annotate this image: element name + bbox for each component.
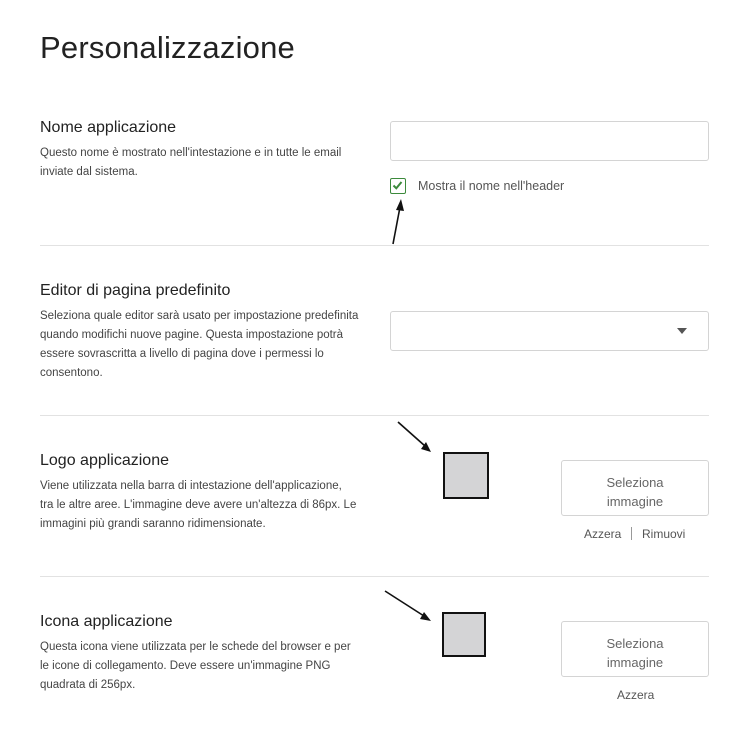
section-divider bbox=[40, 576, 709, 577]
app-name-input[interactable] bbox=[390, 121, 709, 161]
app-icon-reset-link[interactable]: Azzera bbox=[617, 688, 655, 702]
show-name-in-header-label[interactable]: Mostra il nome nell'header bbox=[418, 179, 565, 193]
section-divider bbox=[40, 245, 709, 246]
app-logo-title: Logo applicazione bbox=[40, 452, 169, 469]
default-editor-description: Seleziona quale editor sarà usato per impostazione predefinita quando modifichi nuove pagine. Questa impostazione potrà essere sovrascritta a livello di pagina dove i permessi lo consentono. bbox=[40, 310, 359, 379]
app-name-description: Questo nome è mostrato nell'intestazione e in tutte le email inviate dal sistema. bbox=[40, 147, 342, 178]
app-name-title: Nome applicazione bbox=[40, 119, 177, 136]
chevron-down-icon bbox=[677, 328, 687, 334]
show-name-in-header-checkbox[interactable] bbox=[390, 178, 406, 194]
app-logo-description: Viene utilizzata nella barra di intestazione dell'applicazione, tra le altre aree. L'immagine deve avere un'altezza di 86px. Le immagini più grandi saranno ridimensionate. bbox=[40, 480, 357, 530]
app-logo-preview bbox=[443, 452, 489, 499]
app-icon-title: Icona applicazione bbox=[40, 613, 173, 630]
app-logo-remove-link[interactable]: Rimuovi bbox=[642, 527, 686, 541]
app-logo-reset-link[interactable]: Azzera bbox=[584, 527, 622, 541]
section-divider bbox=[40, 415, 709, 416]
page-title: Personalizzazione bbox=[40, 30, 295, 65]
link-separator bbox=[631, 527, 632, 540]
app-icon-select-image-button[interactable]: Seleziona immagine bbox=[561, 621, 709, 677]
default-editor-title: Editor di pagina predefinito bbox=[40, 282, 231, 299]
default-editor-select[interactable] bbox=[390, 311, 709, 351]
app-icon-preview bbox=[442, 612, 486, 657]
app-icon-description: Questa icona viene utilizzata per le schede del browser e per le icone di collegamento. Deve essere un'immagine PNG quadrata di 256px. bbox=[40, 641, 351, 691]
app-logo-select-image-button[interactable]: Seleziona immagine bbox=[561, 460, 709, 516]
checkmark-icon bbox=[392, 180, 403, 191]
